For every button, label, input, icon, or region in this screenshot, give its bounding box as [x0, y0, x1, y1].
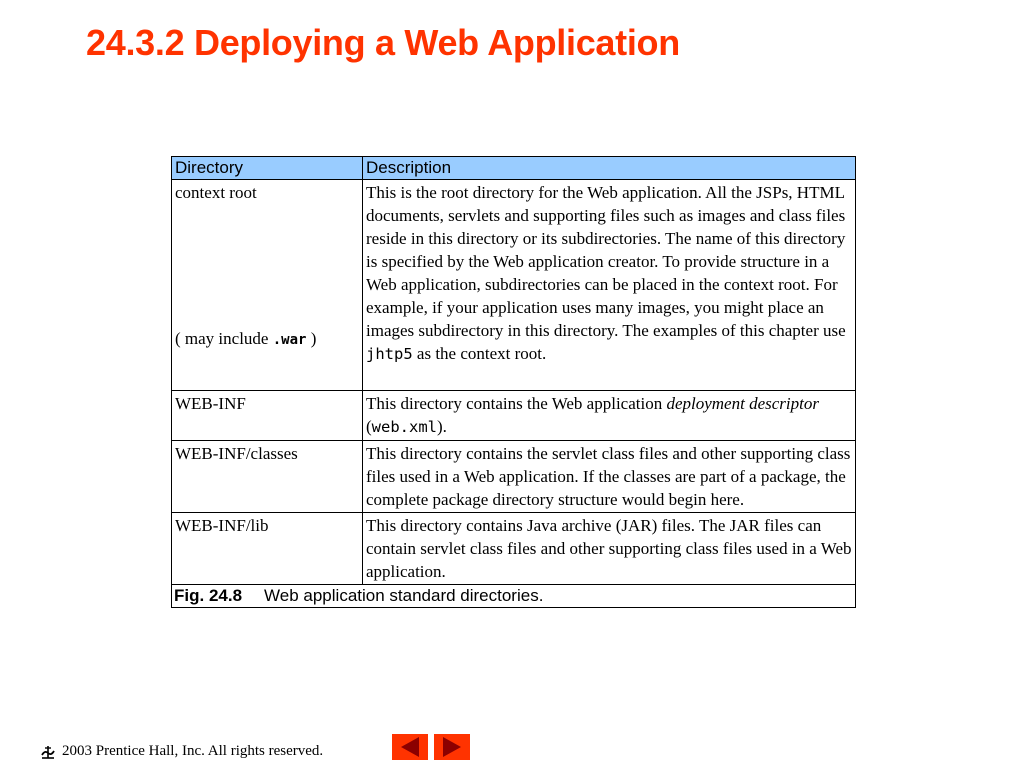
- description-cell: [363, 180, 856, 391]
- table-row: [172, 391, 856, 441]
- directory-cell: WEB-INF/classes: [172, 441, 363, 513]
- description-text: This directory contains the Web application: [366, 394, 667, 413]
- description-cell: This directory contains the servlet class files and other supporting class files used in a Web application. If the classes are part of a package, the complete package directory structure would begin here.: [363, 441, 856, 513]
- copyright-text: 2003 Prentice Hall, Inc. All rights reserved.: [62, 743, 324, 759]
- description-text-mid: (: [366, 417, 372, 436]
- note-suffix: ): [306, 329, 317, 348]
- directory-cell: WEB-INF: [172, 391, 363, 441]
- description-code: web.xml: [371, 418, 437, 436]
- description-cell: [363, 391, 856, 441]
- description-italic: deployment descriptor: [666, 394, 819, 413]
- table-row: [172, 513, 856, 585]
- table-row: [172, 441, 856, 513]
- note-prefix: ( may include: [175, 329, 273, 348]
- next-slide-button[interactable]: [434, 734, 470, 760]
- slide-title: 24.3.2 Deploying a Web Application: [86, 22, 680, 63]
- figure-caption-text: Web application standard directories.: [264, 586, 544, 605]
- description-code: jhtp5: [366, 345, 413, 363]
- header-description: Description: [363, 157, 856, 180]
- note-code: .war: [272, 332, 307, 348]
- header-directory: Directory: [172, 157, 363, 180]
- description-text-end: ).: [437, 417, 447, 436]
- figure-caption: [172, 585, 856, 608]
- directory-note: [175, 327, 316, 352]
- figure-number: Fig. 24.8: [174, 586, 243, 605]
- caption-row: [172, 585, 856, 608]
- arrow-right-icon: [434, 734, 470, 760]
- description-text: This is the root directory for the Web application. All the JSPs, HTML documents, servlets and supporting files such as images and class files reside in this directory or its subdirectories. The name of this directory is specified by the Web application creator. To provide structure in a Web application, subdirectories can be placed in the context root. For example, if your application uses many images, you might place an images subdirectory in this directory. The examples of this chapter use: [366, 183, 846, 340]
- table-header-row: [172, 157, 856, 180]
- directory-name: context root: [175, 183, 257, 202]
- prentice-hall-logo-icon: [40, 744, 56, 760]
- table-row: [172, 180, 856, 391]
- footer: [40, 743, 323, 760]
- description-cell: This directory contains Java archive (JAR) files. The JAR files can contain servlet class files and other supporting class files used in a Web application.: [363, 513, 856, 585]
- directories-table: [171, 156, 856, 608]
- description-text-end: as the context root.: [412, 344, 547, 363]
- directory-cell: [172, 180, 363, 391]
- previous-slide-button[interactable]: [392, 734, 428, 760]
- directory-cell: WEB-INF/lib: [172, 513, 363, 585]
- arrow-left-icon: [392, 734, 428, 760]
